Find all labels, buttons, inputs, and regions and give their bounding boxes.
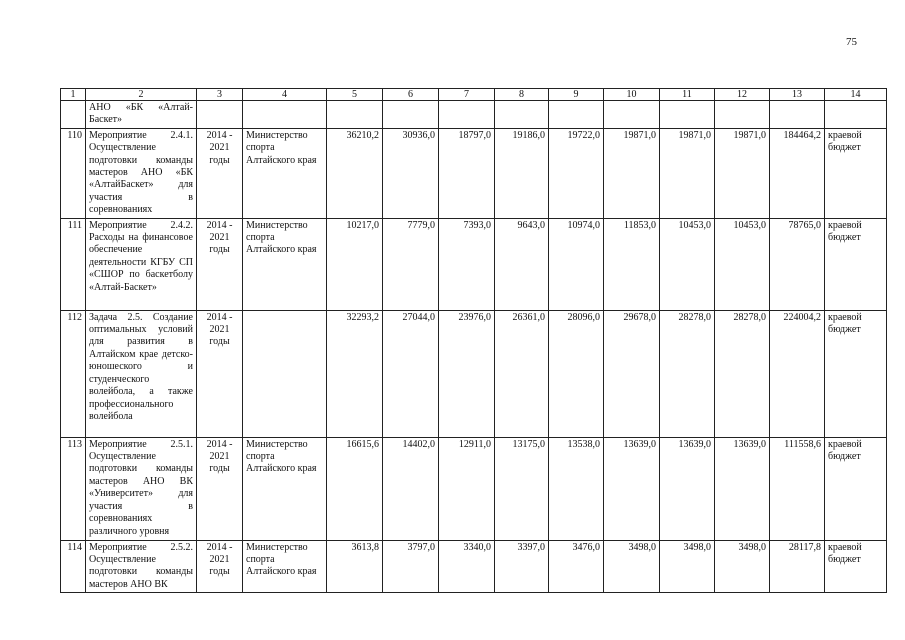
value-cell: 32293,2	[327, 310, 383, 437]
row-number-cell: 110	[61, 128, 86, 218]
source-cell: краевой бюджет	[825, 540, 887, 593]
value-cell: 13639,0	[660, 437, 715, 540]
header-row	[61, 89, 887, 101]
value-cell: 14402,0	[383, 437, 439, 540]
header-cell: 4	[243, 89, 327, 101]
row-number-cell: 114	[61, 540, 86, 593]
table-row	[61, 218, 887, 310]
header-cell: 2	[86, 89, 197, 101]
value-cell: 28096,0	[549, 310, 604, 437]
period-cell: 2014 - 2021 годы	[197, 437, 243, 540]
executor-cell: Министерство спорта Алтайского края	[243, 218, 327, 310]
value-cell: 19871,0	[604, 128, 660, 218]
executor-cell: Министерство спорта Алтайского края	[243, 540, 327, 593]
value-cell: 10974,0	[549, 218, 604, 310]
value-cell: 12911,0	[439, 437, 495, 540]
value-cell: 13639,0	[604, 437, 660, 540]
value-cell: 13175,0	[495, 437, 549, 540]
value-cell: 16615,6	[327, 437, 383, 540]
task-name-cell: Задача 2.5. Создание оптимальных условий для развития в Алтайском крае детско-юношеского и студенческого волейбола, а также профессионального волейбола	[86, 310, 197, 437]
value-cell: 18797,0	[439, 128, 495, 218]
value-cell: 19871,0	[715, 128, 770, 218]
event-name-cell: Мероприятие 2.4.1. Осуществление подготовки команды мастеров АНО «БК «АлтайБаскет» для участия в соревнованиях	[86, 128, 197, 218]
value-cell: 9643,0	[495, 218, 549, 310]
total-cell: 28117,8	[770, 540, 825, 593]
header-cell: 8	[495, 89, 549, 101]
event-name-cell: Мероприятие 2.5.2. Осуществление подготовки команды мастеров АНО ВК	[86, 540, 197, 593]
table-row	[61, 540, 887, 593]
header-cell: 5	[327, 89, 383, 101]
value-cell: 3397,0	[495, 540, 549, 593]
header-cell: 14	[825, 89, 887, 101]
executor-cell	[243, 310, 327, 437]
header-cell: 10	[604, 89, 660, 101]
event-name-cell: Мероприятие 2.5.1. Осуществление подготовки команды мастеров АНО ВК «Университет» для участия в соревнованиях различного уровня	[86, 437, 197, 540]
value-cell: 23976,0	[439, 310, 495, 437]
value-cell: 19871,0	[660, 128, 715, 218]
period-cell: 2014 - 2021 годы	[197, 128, 243, 218]
row-number-cell: 113	[61, 437, 86, 540]
value-cell: 10453,0	[660, 218, 715, 310]
total-cell: 111558,6	[770, 437, 825, 540]
page-number: 75	[846, 36, 857, 48]
period-cell: 2014 - 2021 годы	[197, 540, 243, 593]
value-cell: 19722,0	[549, 128, 604, 218]
header-cell: 11	[660, 89, 715, 101]
header-cell: 9	[549, 89, 604, 101]
table-row	[61, 310, 887, 437]
value-cell: 7779,0	[383, 218, 439, 310]
period-cell: 2014 - 2021 годы	[197, 218, 243, 310]
event-name-cell: АНО «БК «Алтай-Баскет»	[86, 101, 197, 129]
value-cell: 27044,0	[383, 310, 439, 437]
value-cell: 29678,0	[604, 310, 660, 437]
value-cell: 36210,2	[327, 128, 383, 218]
value-cell: 28278,0	[715, 310, 770, 437]
value-cell: 3498,0	[660, 540, 715, 593]
total-cell: 184464,2	[770, 128, 825, 218]
total-cell: 224004,2	[770, 310, 825, 437]
header-cell: 1	[61, 89, 86, 101]
value-cell: 3797,0	[383, 540, 439, 593]
value-cell: 3340,0	[439, 540, 495, 593]
value-cell: 3613,8	[327, 540, 383, 593]
value-cell: 3498,0	[604, 540, 660, 593]
total-cell: 78765,0	[770, 218, 825, 310]
period-cell: 2014 - 2021 годы	[197, 310, 243, 437]
source-cell: краевой бюджет	[825, 218, 887, 310]
value-cell: 7393,0	[439, 218, 495, 310]
budget-table	[60, 88, 887, 593]
table-row	[61, 128, 887, 218]
header-cell: 6	[383, 89, 439, 101]
value-cell: 3498,0	[715, 540, 770, 593]
header-cell: 7	[439, 89, 495, 101]
event-name-cell: Мероприятие 2.4.2. Расходы на финансовое обеспечение деятельности КГБУ СП «СШОР по баскетболу «Алтай-Баскет»	[86, 218, 197, 310]
row-number-cell: 111	[61, 218, 86, 310]
source-cell: краевой бюджет	[825, 437, 887, 540]
header-cell: 13	[770, 89, 825, 101]
executor-cell: Министерство спорта Алтайского края	[243, 128, 327, 218]
source-cell: краевой бюджет	[825, 310, 887, 437]
value-cell: 30936,0	[383, 128, 439, 218]
source-cell: краевой бюджет	[825, 128, 887, 218]
value-cell: 10453,0	[715, 218, 770, 310]
value-cell: 10217,0	[327, 218, 383, 310]
value-cell: 11853,0	[604, 218, 660, 310]
value-cell: 13639,0	[715, 437, 770, 540]
header-cell: 12	[715, 89, 770, 101]
value-cell: 19186,0	[495, 128, 549, 218]
table-row	[61, 101, 887, 129]
value-cell: 26361,0	[495, 310, 549, 437]
value-cell: 3476,0	[549, 540, 604, 593]
table-row	[61, 437, 887, 540]
row-number-cell: 112	[61, 310, 86, 437]
value-cell: 28278,0	[660, 310, 715, 437]
executor-cell: Министерство спорта Алтайского края	[243, 437, 327, 540]
value-cell: 13538,0	[549, 437, 604, 540]
header-cell: 3	[197, 89, 243, 101]
